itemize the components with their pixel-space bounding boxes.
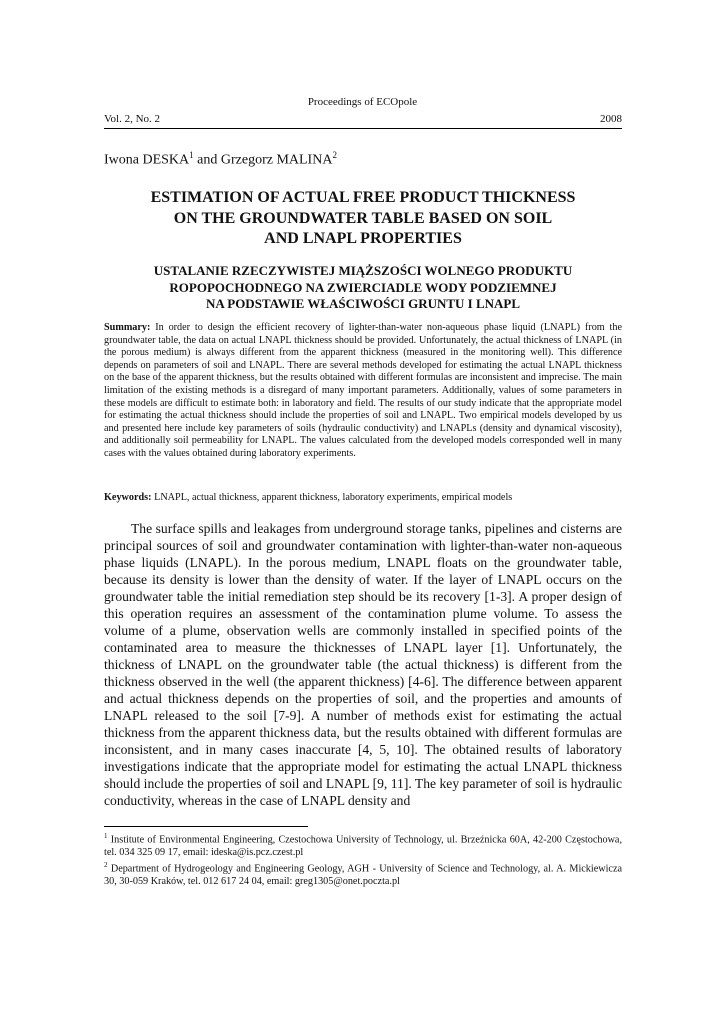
volume-row (104, 113, 622, 125)
author-2: Grzegorz MALINA (220, 152, 333, 168)
keywords-label: Keywords: (104, 492, 152, 503)
body-paragraph: The surface spills and leakages from underground storage tanks, pipelines and cisterns are principal sources of soil and groundwater contamination with lighter-than-water non-aqueous phase liquids (LNAPL). In the porous medium, LNAPL floats on the groundwater table, because its density is lower than the density of water. If the layer of LNAPL occurs on the groundwater table the initial remediation step should be its recovery [1-3]. A proper design of this operation requires an assessment of the contamination plume volume. To assess the volume of a plume, observation wells are commonly installed in specified points of the contaminated area to measure the thicknesses of LNAPL layer [1]. Unfortunately, the thickness of LNAPL on the groundwater table (the actual thickness) is different from the thickness observed in the well (the apparent thickness) [4-6]. The difference between apparent and actual thickness depends on the properties of soil, and the properties and amounts of LNAPL released to the soil [7-9]. A number of methods exist for estimating the actual thickness from the apparent thickness data, but the results obtained with different formulas are inconsistent, and in many cases inaccurate [4, 5, 10]. The obtained results of laboratory investigations indicate that the appropriate model for estimating the actual LNAPL thickness should include the properties of soil and LNAPL [9, 11]. The key parameter of soil is hydraulic conductivity, whereas in the case of LNAPL density and (104, 521, 622, 808)
footnote-divider (104, 826, 308, 827)
author-connector: and (193, 152, 221, 168)
abstract (104, 322, 622, 461)
title-line: ESTIMATION OF ACTUAL FREE PRODUCT THICKNESS (150, 189, 576, 206)
footnote-text: Institute of Environmental Engineering, Czestochowa University of Technology, ul. Brzeźnicka 60A, 42-200 Częstochowa, tel. 034 325 09 17, email: ideska@is.pcz.czest.pl (104, 834, 622, 858)
polish-title (104, 263, 622, 313)
footnote-text: Department of Hydrogeology and Engineering Geology, AGH - University of Science and Technology, al. A. Mickiewicza 30, 30-059 Kraków, tel. 012 617 24 04, email: greg1305@onet.poczta.pl (104, 863, 622, 887)
subtitle-line: NA PODSTAWIE WŁAŚCIWOŚCI GRUNTU I LNAPL (205, 296, 521, 311)
publication-year: 2008 (600, 113, 622, 125)
footnote-mark: 1 (104, 832, 108, 840)
summary-label: Summary: (104, 322, 151, 333)
author-line (104, 150, 337, 169)
footnotes (104, 830, 622, 888)
volume-number: Vol. 2, No. 2 (104, 113, 161, 125)
author-1-affiliation-mark: 1 (189, 150, 194, 160)
footnote-mark: 2 (104, 861, 108, 870)
header-divider (104, 128, 622, 129)
journal-name: Proceedings of ECOpole (307, 96, 418, 108)
paper-title (104, 188, 622, 250)
title-line: AND LNAPL PROPERTIES (264, 230, 462, 247)
footnote (104, 830, 622, 859)
summary-text: In order to design the efficient recovery of lighter-than-water non-aqueous phase liquid (LNAPL) from the groundwater table, the data on actual LNAPL thickness should be provided. Unfortunately, the actual thickness of LNAPL (in the porous medium) is always different from the apparent thickness (measured in the monitoring well). This difference depends on parameters of soil and LNAPL. There are several methods developed for estimating the actual LNAPL thickness on the base of the apparent thickness, but the results obtained with different formulas are inconsistent and imprecise. The main limitation of the existing methods is a disregard of many important parameters. Additionally, values of some parameters in these models are difficult to estimate both: in laboratory and field. The results of our study indicate that the appropriate model for estimating the actual thickness should include the properties of soil and LNAPL. Two empirical models developed by us and presented here include key parameters of soils (hydraulic conductivity) and LNAPLs (density and dynamical viscosity), and additionally soil permeability for LNAPL. The values calculated from the developed models corresponded well in many cases with the values obtained during laboratory experiments. (104, 322, 622, 459)
footnote (104, 859, 622, 888)
subtitle-line: ROPOPOCHODNEGO NA ZWIERCIADLE WODY PODZIEMNEJ (169, 279, 557, 295)
title-line: ON THE GROUNDWATER TABLE BASED ON SOIL (173, 209, 553, 227)
keywords (104, 492, 622, 503)
subtitle-line: USTALANIE RZECZYWISTEJ MIĄŻSZOŚCI WOLNEGO PRODUKTU (153, 263, 573, 278)
author-2-affiliation-mark: 2 (332, 150, 337, 160)
author-1: Iwona DESKA (104, 152, 190, 168)
keywords-text: LNAPL, actual thickness, apparent thickness, laboratory experiments, empirical models (151, 492, 513, 503)
